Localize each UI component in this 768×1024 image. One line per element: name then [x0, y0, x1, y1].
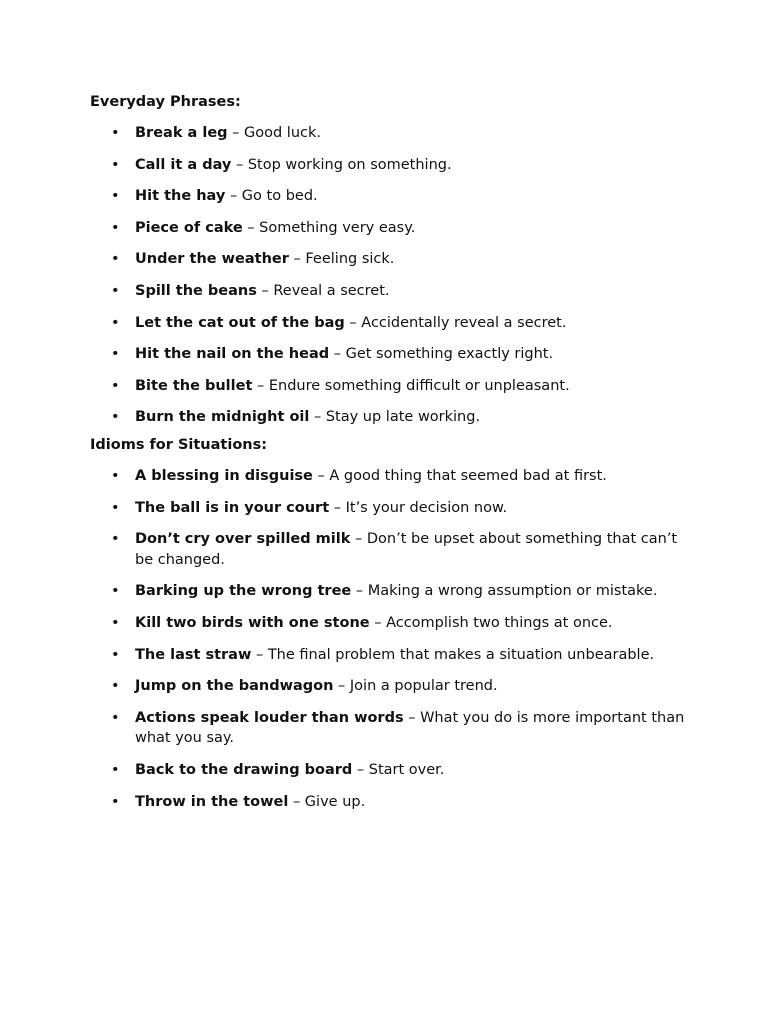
item-term: The ball is in your court [135, 499, 330, 516]
item-definition: – What you do is more important than what you say. [135, 709, 685, 747]
item-definition: – Get something exactly right. [329, 346, 554, 363]
item-term: Throw in the towel [135, 793, 289, 810]
bullet-icon: • [111, 793, 120, 810]
section-everyday-phrases [90, 92, 700, 428]
bullet-icon: • [111, 282, 120, 299]
list-item [90, 529, 690, 570]
list-item [90, 676, 690, 697]
idiom-list [90, 466, 700, 812]
item-definition: – Something very easy. [242, 219, 416, 236]
item-term: The last straw [135, 646, 252, 663]
item-definition: – Accidentally reveal a secret. [344, 314, 567, 331]
item-term: Jump on the bandwagon [135, 678, 334, 695]
section-heading: Idioms for Situations: [90, 437, 268, 453]
item-definition: – Go to bed. [225, 188, 318, 205]
bullet-icon: • [111, 678, 120, 695]
item-definition: – Making a wrong assumption or mistake. [351, 583, 658, 600]
list-item [90, 249, 690, 270]
item-term: Bite the bullet [135, 377, 253, 394]
item-definition: – It’s your decision now. [329, 499, 508, 516]
item-term: Don’t cry over spilled milk [135, 531, 351, 548]
item-term: Call it a day [135, 156, 232, 173]
bullet-icon: • [111, 377, 120, 394]
item-definition: – Start over. [352, 761, 445, 778]
item-definition: – Don’t be upset about something that can’t be changed. [135, 531, 678, 568]
item-definition: – Stay up late working. [309, 409, 481, 426]
item-definition: – Reveal a secret. [256, 282, 390, 299]
item-definition: – Feeling sick. [288, 251, 395, 268]
item-term: Burn the midnight oil [135, 409, 310, 426]
list-item [90, 155, 690, 176]
section-idioms-for-situations [90, 435, 700, 812]
bullet-icon: • [111, 761, 120, 778]
item-definition: – Accomplish two things at once. [369, 614, 613, 631]
item-definition: – Good luck. [227, 125, 321, 141]
list-item [90, 581, 690, 602]
list-item [90, 792, 690, 813]
item-definition: – A good thing that seemed bad at first. [312, 468, 607, 484]
list-item [90, 281, 690, 302]
item-definition: – Give up. [288, 793, 366, 810]
item-term: A blessing in disguise [135, 468, 313, 484]
bullet-icon: • [111, 468, 120, 484]
item-definition: – Endure something difficult or unpleasant. [252, 377, 570, 394]
item-term: Back to the drawing board [135, 761, 353, 778]
bullet-icon: • [111, 646, 120, 663]
item-term: Hit the nail on the head [135, 346, 330, 363]
list-item [90, 376, 690, 397]
list-item [90, 407, 690, 428]
item-term: Hit the hay [135, 188, 226, 205]
item-term: Break a leg [135, 125, 228, 141]
item-term: Let the cat out of the bag [135, 314, 345, 331]
bullet-icon: • [111, 499, 120, 516]
item-definition: – Stop working on something. [231, 156, 452, 173]
list-item [90, 313, 690, 334]
bullet-icon: • [111, 614, 120, 631]
list-item [90, 186, 690, 207]
bullet-icon: • [111, 709, 120, 726]
item-term: Barking up the wrong tree [135, 583, 352, 600]
bullet-icon: • [111, 156, 120, 173]
bullet-icon: • [111, 583, 120, 600]
item-definition: – The final problem that makes a situation unbearable. [251, 646, 655, 663]
bullet-icon: • [111, 531, 120, 548]
bullet-icon: • [111, 219, 120, 236]
list-item [90, 708, 690, 749]
item-term: Spill the beans [135, 282, 257, 299]
item-term: Actions speak louder than words [135, 709, 404, 726]
list-item [90, 498, 690, 519]
item-term: Piece of cake [135, 219, 243, 236]
item-term: Kill two birds with one stone [135, 614, 370, 631]
bullet-icon: • [111, 314, 120, 331]
list-item [90, 466, 690, 487]
item-definition: – Join a popular trend. [333, 678, 498, 695]
list-item [90, 344, 690, 365]
bullet-icon: • [111, 125, 120, 141]
list-item [90, 645, 690, 666]
bullet-icon: • [111, 188, 120, 205]
list-item [90, 123, 690, 144]
phrase-list [90, 123, 700, 428]
section-heading: Everyday Phrases: [90, 94, 241, 110]
list-item [90, 218, 690, 239]
list-item [90, 613, 690, 634]
bullet-icon: • [111, 346, 120, 363]
bullet-icon: • [111, 409, 120, 426]
list-item [90, 760, 690, 781]
bullet-icon: • [111, 251, 120, 268]
item-term: Under the weather [135, 251, 289, 268]
